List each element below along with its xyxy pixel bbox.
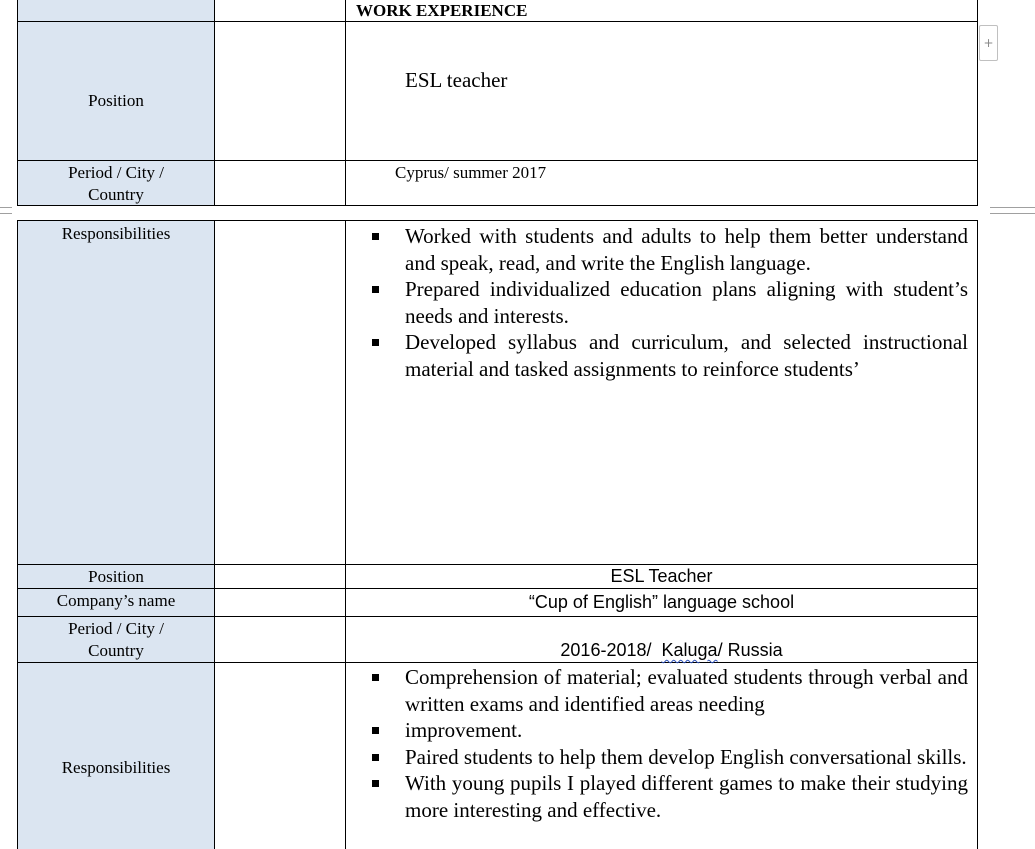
- list-item[interactable]: Developed syllabus and curriculum, and selected instructional material and tasked assignments to reinforce students’: [368, 329, 968, 382]
- responsibilities-list: [368, 223, 968, 382]
- bullet-icon: [372, 674, 379, 681]
- list-item[interactable]: improvement.: [368, 717, 968, 744]
- position-value[interactable]: ESL Teacher: [610, 566, 713, 586]
- period-value[interactable]: 2016-2018/ Kaluga/ Russia: [560, 640, 783, 660]
- period-label: Period / City / Country: [68, 163, 164, 204]
- list-item[interactable]: Comprehension of material; evaluated students through verbal and written exams and identified areas needing: [368, 664, 968, 717]
- table-gap-marker-right: [990, 207, 1035, 208]
- bullet-icon: [372, 286, 379, 293]
- bullet-icon: [372, 339, 379, 346]
- spellcheck-word[interactable]: Kaluga: [661, 640, 718, 660]
- bullet-icon: [372, 727, 379, 734]
- bullet-icon: [372, 754, 379, 761]
- company-label: Company’s name: [56, 591, 176, 610]
- period-value[interactable]: Cyprus/ summer 2017: [395, 163, 547, 182]
- bullet-icon: [372, 780, 379, 787]
- table-gap-marker-left: [0, 213, 12, 214]
- section-heading: WORK EXPERIENCE: [356, 1, 528, 20]
- bullet-icon: [372, 233, 379, 240]
- table-gap-marker-right: [990, 213, 1035, 214]
- period-label: Period / City / Country: [68, 619, 164, 660]
- responsibilities-label: Responsibilities: [61, 758, 171, 777]
- list-item[interactable]: With young pupils I played different games to make their studying more interesting and effective.: [368, 770, 968, 823]
- list-item[interactable]: Worked with students and adults to help them better understand and speak, read, and write the English language.: [368, 223, 968, 276]
- responsibilities-label: Responsibilities: [61, 224, 171, 243]
- position-label: Position: [88, 91, 144, 110]
- list-item[interactable]: Paired students to help them develop English conversational skills.: [368, 744, 968, 771]
- list-item[interactable]: Prepared individualized education plans aligning with student’s needs and interests.: [368, 276, 968, 329]
- table-gap-marker-left: [0, 207, 12, 208]
- label-column-shade: [18, 221, 214, 849]
- responsibilities-list: [368, 664, 968, 823]
- company-value[interactable]: “Cup of English” language school: [528, 592, 795, 612]
- add-row-button[interactable]: +: [979, 25, 998, 61]
- position-value[interactable]: ESL teacher: [405, 68, 508, 92]
- position-label: Position: [88, 567, 144, 586]
